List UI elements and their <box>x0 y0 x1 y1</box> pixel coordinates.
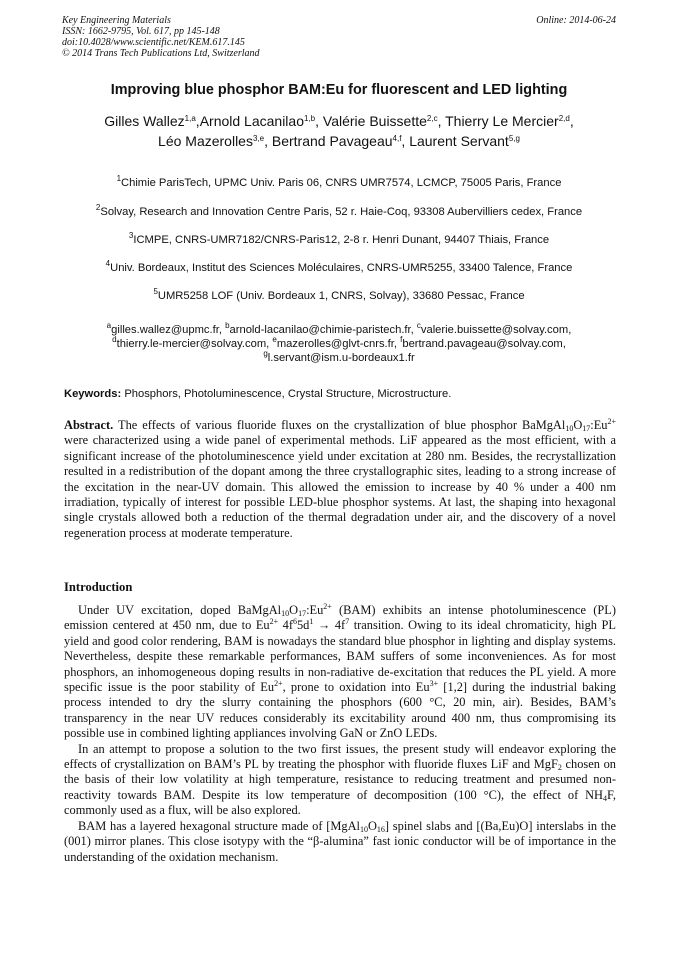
paragraph-text: 4f <box>278 618 293 633</box>
journal-header <box>62 15 616 59</box>
superscript: 2+ <box>274 679 283 689</box>
subscript: 4 <box>603 793 607 803</box>
email-link[interactable]: thierry.le-mercier@solvay.com <box>116 338 267 350</box>
paragraph-text: O <box>289 603 299 617</box>
affiliation-number: 4 <box>105 259 111 268</box>
abstract-text: :Eu <box>590 418 608 432</box>
paragraph-text: 4f <box>334 618 346 633</box>
paragraph-text: [1,2] during the industrial baking process intended to dry the slurry containing the phosphors (600 °C, 20 min, air). Besides, BAM’s transparency in the near UV reduces considerably its excitability around 400 nm, thus compromising its possible use in combined lighting appliances involving GaN or ZnO LEDs. <box>64 680 617 741</box>
author-separator: , <box>195 113 200 129</box>
author-name: Thierry Le Mercier <box>445 113 559 129</box>
author-affil-mark: 2,d <box>558 114 570 123</box>
email-key: b <box>225 321 230 330</box>
abstract-paragraph <box>64 418 616 541</box>
author-affil-mark: 1,b <box>303 114 316 123</box>
journal-issn: ISSN: 1662-9795, Vol. 617, pp 145-148 <box>62 26 220 37</box>
affiliation-number: 2 <box>95 203 101 212</box>
paragraph-text: In an attempt to propose a solution to the two first issues, the present study will endeavor exploring the effects of crystallization on BAM’s PL by treating the phosphor with fluoride fluxes LiF and MgF <box>64 741 616 772</box>
author-name: Valérie Buissette <box>322 113 427 129</box>
email-key: c <box>416 321 421 330</box>
superscript: 7 <box>345 617 350 627</box>
superscript: 2+ <box>323 602 332 611</box>
affiliation-text: Univ. Bordeaux, Institut des Sciences Moléculaires, CNRS-UMR5255, 33400 Talence, France <box>110 262 573 274</box>
paragraph-text: chosen on the basis of their low volatility at high temperature, resistance to reducing treatment and presumed non-reactivity towards BAM. Despite its low temperature of decomposition (100 °C), the effect of NH <box>64 757 616 802</box>
paragraph-text: (BAM) exhibits an intense photoluminescence (PL) emission centered at 450 nm, due to Eu <box>64 603 616 633</box>
intro-paragraph-2 <box>64 742 616 819</box>
introduction-body <box>64 603 616 865</box>
superscript: 2+ <box>269 617 279 627</box>
journal-doi: doi:10.4028/www.scientific.net/KEM.617.145 <box>62 37 245 48</box>
email-line-1: $^a$gilles.wallez@upmc.fr, $^b$arnold-lacanilao@chimie-paristech.fr, $^c$valerie.buissette@solvay.com, <box>106 321 572 336</box>
author-affil-mark: 3,e <box>252 134 265 143</box>
paragraph-text: BAM has a layered hexagonal structure made of [MgAl <box>78 818 360 833</box>
author-name: Arnold Lacanilao <box>199 113 304 129</box>
affiliation-text: Solvay, Research and Innovation Centre Paris, 52 r. Haie-Coq, 93308 Aubervilliers cedex, France <box>100 206 583 218</box>
affiliation-3 <box>40 231 638 246</box>
author-separator: , <box>264 133 272 149</box>
affiliation-1 <box>40 174 638 189</box>
email-link[interactable]: gilles.wallez@upmc.fr <box>111 324 219 336</box>
author-separator: , <box>315 113 323 129</box>
email-line-2: $^d$thierry.le-mercier@solvay.com, $^e$mazerolles@glvt-cnrs.fr, $^f$bertrand.pavageau@solvay.com, <box>112 335 566 350</box>
paragraph-text: F, commonly used as a flux, will be also explored. <box>64 787 616 818</box>
superscript: 3+ <box>429 679 439 689</box>
intro-paragraph-1 <box>64 603 616 742</box>
author-list <box>40 111 638 151</box>
author-line-1 <box>40 111 638 131</box>
subscript: 17 <box>582 424 591 433</box>
email-link[interactable]: mazerolles@glvt-cnrs.fr <box>276 338 394 350</box>
email-key: f <box>400 335 403 344</box>
paragraph-text: transition. Owing to its ideal chromaticity, high PL yield and good color rendering, BAM is nowadays the standard blue phosphor in lighting and display systems. Nevertheless, despite these remarkable performances, BAM suffers of some inconveniences. As for most phosphors, an inhomogeneous doping results in non-radiative de-excitation that reduces the PL yield. A more specific issue is the poor stability of Eu <box>64 618 616 695</box>
affiliation-number: 5 <box>153 287 158 296</box>
email-key: e <box>272 335 277 344</box>
author-name: Laurent Servant <box>409 133 509 149</box>
author-affil-mark: 1,a <box>184 114 196 123</box>
affiliation-5 <box>40 287 638 302</box>
abstract-label: Abstract. <box>64 418 114 432</box>
author-name: Gilles Wallez <box>104 113 185 129</box>
abstract-text: The effects of various fluoride fluxes on the crystallization of blue phosphor BaMgAl <box>118 418 566 432</box>
author-line-2 <box>40 131 638 151</box>
author-affil-mark: 5,g <box>508 134 520 143</box>
email-line-3 <box>40 351 638 365</box>
author-affil-mark: 2,c <box>426 114 438 123</box>
email-list <box>40 323 638 365</box>
transition-arrow: → <box>313 618 335 633</box>
author-name: Bertrand Pavageau <box>271 133 393 149</box>
abstract-text: O <box>573 418 583 432</box>
affiliation-2 <box>40 203 638 218</box>
section-heading-introduction: Introduction <box>64 580 133 594</box>
affiliation-4 <box>40 259 638 274</box>
email-link[interactable]: arnold-lacanilao@chimie-paristech.fr <box>229 324 411 336</box>
author-separator: , <box>569 113 574 129</box>
email-link[interactable]: valerie.buissette@solvay.com <box>420 324 569 336</box>
affiliation-number: 3 <box>128 231 134 240</box>
author-affil-mark: 4,f <box>392 134 402 143</box>
keywords <box>64 388 616 400</box>
author-separator: , <box>437 113 446 129</box>
subscript: 10 <box>359 824 368 834</box>
subscript: 10 <box>565 424 574 433</box>
paragraph-text: 5d <box>296 618 310 633</box>
affiliation-number: 1 <box>116 174 122 183</box>
superscript: 6 <box>292 617 297 627</box>
subscript: 16 <box>376 824 385 834</box>
journal-name: Key Engineering Materials <box>62 15 171 26</box>
author-separator: , <box>401 133 410 149</box>
author-name: Léo Mazerolles <box>158 133 253 149</box>
subscript: 10 <box>281 609 290 618</box>
paragraph-text: O <box>367 818 377 833</box>
superscript: 1 <box>309 617 314 627</box>
subscript: 17 <box>298 609 307 618</box>
intro-paragraph-3 <box>64 819 616 865</box>
abstract-text: were characterized using a wide panel of experimental methods. LiF appeared as the most efficient, with a significant increase of the photoluminescence yield under excitation at 280 nm. Besides, the recrystallization resulted in a redistribution of the dopant among the three crystallographic sites, leading to a strong increase of the excitation in the near-UV domain. This allowed the emission to increase by 40 % under a 400 nm irradiation, typically of interest for possible LED-blue phosphor systems. At last, the shaping into hexagonal single crystals allowed both a reduction of the thermal degradation under air, and the discovery of a novel regeneration process at moderate temperature. <box>64 433 616 540</box>
email-link[interactable]: l.servant@ism.u-bordeaux1.fr <box>267 352 415 364</box>
email-key: g <box>263 349 268 358</box>
keywords-label: Keywords: <box>64 388 122 400</box>
affiliation-text: Chimie ParisTech, UPMC Univ. Paris 06, CNRS UMR7574, LCMCP, 75005 Paris, France <box>121 177 562 189</box>
subscript: 2 <box>557 763 562 773</box>
abstract <box>64 418 616 541</box>
paragraph-text: :Eu <box>306 603 324 617</box>
paragraph-text: , prone to oxidation into Eu <box>282 680 430 695</box>
keywords-text: Phosphors, Photoluminescence, Crystal Structure, Microstructure. <box>124 388 452 400</box>
paragraph-text: Under UV excitation, doped BaMgAl <box>78 603 282 617</box>
email-key: d <box>112 335 117 344</box>
online-date: Online: 2014-06-24 <box>536 15 616 26</box>
journal-copyright: © 2014 Trans Tech Publications Ltd, Switzerland <box>62 48 260 59</box>
paragraph-text: ] spinel slabs and [(Ba,Eu)O] interslabs in the (001) mirror planes. This close isotypy with the “β-alumina” fast ionic conductor will be of importance in the understanding of the oxidation mechanism. <box>64 818 617 864</box>
email-key: a <box>106 321 112 330</box>
affiliation-text: ICMPE, CNRS-UMR7182/CNRS-Paris12, 2-8 r. Henri Dunant, 94407 Thiais, France <box>133 234 550 246</box>
superscript: 2+ <box>607 417 617 426</box>
email-link[interactable]: bertrand.pavageau@solvay.com <box>402 338 563 350</box>
paper-title: Improving blue phosphor BAM:Eu for fluorescent and LED lighting <box>110 82 568 98</box>
affiliation-text: UMR5258 LOF (Univ. Bordeaux 1, CNRS, Solvay), 33680 Pessac, France <box>157 290 525 302</box>
